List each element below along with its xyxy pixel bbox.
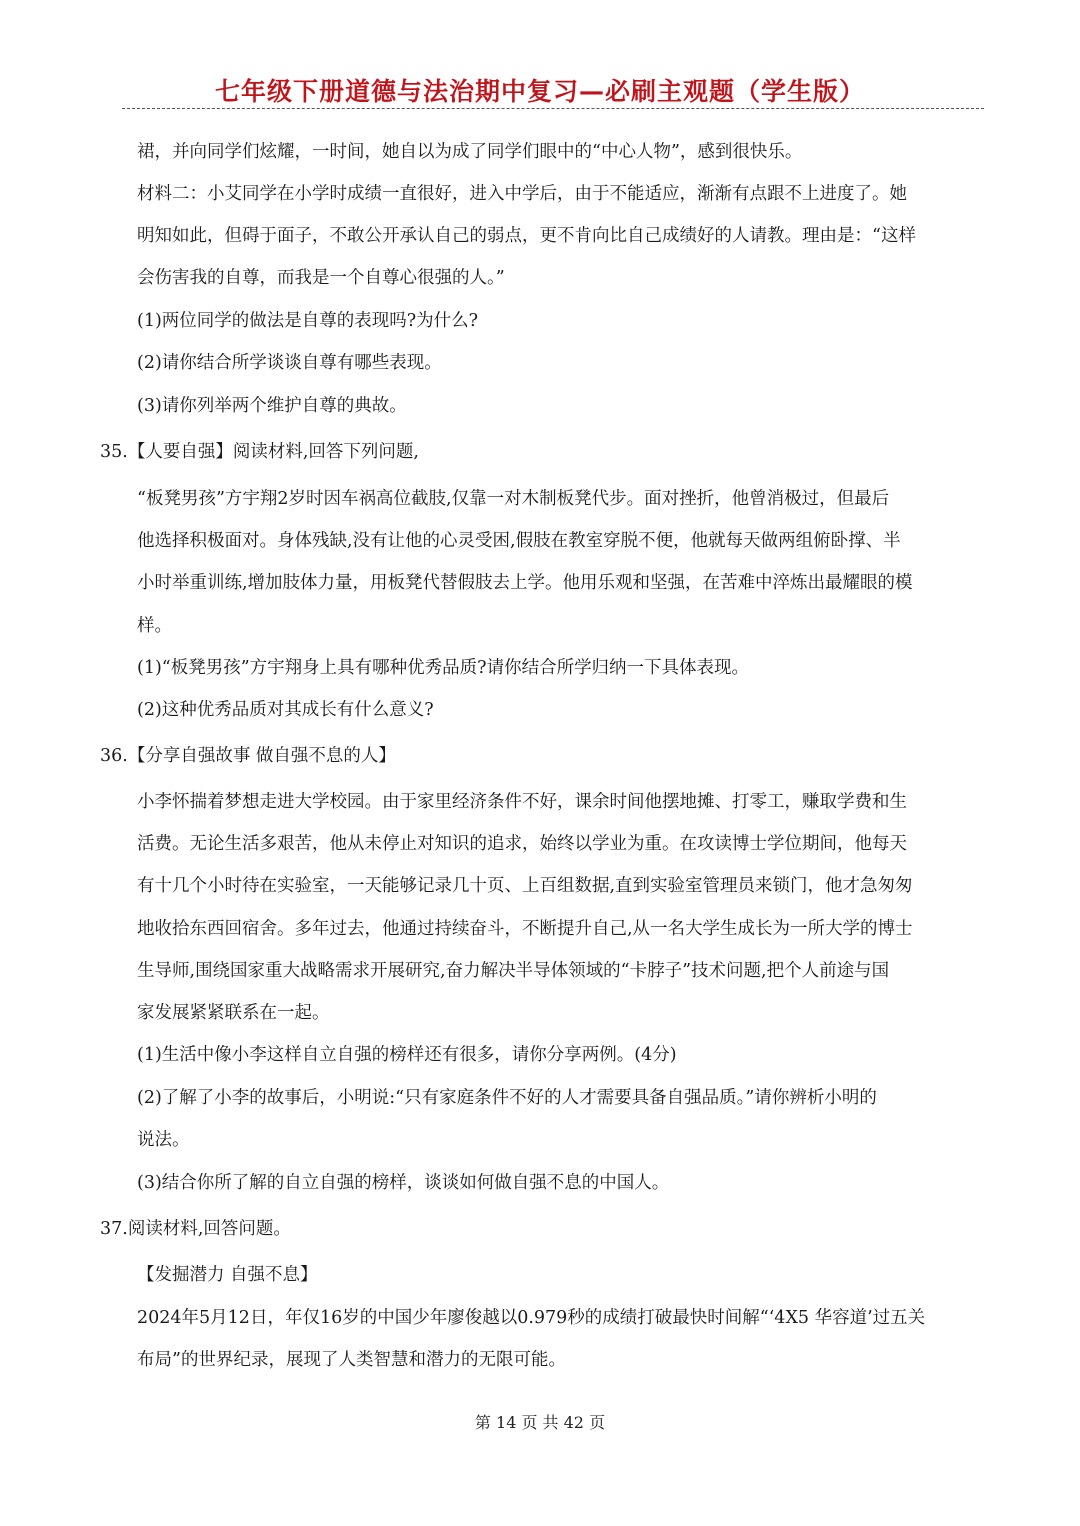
sub-question: (2)请你结合所学谈谈自尊有哪些表现。 — [137, 353, 442, 373]
sub-question: (2)了解了小李的故事后，小明说:“只有家庭条件不好的人才需要具备自强品质。”请你辨析小明的 — [137, 1088, 877, 1108]
body-line: 活费。无论生活多艰苦，他从未停止对知识的追求，始终以学业为重。在攻读博士学位期间，他每天 — [137, 834, 907, 854]
sub-question: (1)“板凳男孩”方宇翔身上具有哪种优秀品质?请你结合所学归纳一下具体表现。 — [137, 658, 750, 678]
body-line: 2024年5月12日，年仅16岁的中国少年廖俊越以0.979秒的成绩打破最快时间解“‘4X5 华容道’过五关 — [137, 1308, 926, 1328]
body-line: 会伤害我的自尊，而我是一个自尊心很强的人。” — [137, 268, 505, 288]
sub-question: (3)结合你所了解的自立自强的榜样，谈谈如何做自强不息的中国人。 — [137, 1173, 670, 1193]
body-line: 他选择积极面对。身体残缺,没有让他的心灵受困,假肢在教室穿脱不便，他就每天做两组俯卧撑、半 — [137, 531, 901, 551]
body-line: 小时举重训练,增加肢体力量，用板凳代替假肢去上学。他用乐观和坚强，在苦难中淬炼出最耀眼的模 — [137, 573, 913, 593]
body-line: 样。 — [137, 616, 172, 636]
question-37-heading: 37.阅读材料,回答问题。 — [100, 1219, 291, 1239]
body-line: 有十几个小时待在实验室，一天能够记录几十页、上百组数据,直到实验室管理员来锁门，他才急匆匆 — [137, 876, 913, 896]
body-line: 裙，并向同学们炫耀，一时间，她自以为成了同学们眼中的“中心人物”，感到很快乐。 — [137, 142, 803, 162]
material-heading: 【发掘潜力 自强不息】 — [137, 1265, 318, 1285]
page-title: 七年级下册道德与法治期中复习—必刷主观题（学生版） — [214, 77, 865, 106]
body-line: 生导师,围绕国家重大战略需求开展研究,奋力解决半导体领域的“卡脖子”技术问题,把个人前途与国 — [137, 961, 890, 981]
body-line: “板凳男孩”方宇翔2岁时因车祸高位截肢,仅靠一对木制板凳代步。面对挫折，他曾消极过，但最后 — [137, 489, 890, 509]
body-line: 材料二：小艾同学在小学时成绩一直很好，进入中学后，由于不能适应，渐渐有点跟不上进度了。她 — [137, 184, 907, 204]
body-line: 家发展紧紧联系在一起。 — [137, 1003, 330, 1023]
sub-question: (3)请你列举两个维护自尊的典故。 — [137, 396, 407, 416]
question-35-heading: 35.【人要自强】阅读材料,回答下列问题, — [100, 442, 419, 462]
body-line: 地收拾东西回宿舍。多年过去，他通过持续奋斗，不断提升自己,从一名大学生成长为一所大学的博士 — [137, 919, 913, 939]
sub-question: (2)这种优秀品质对其成长有什么意义? — [137, 700, 434, 720]
title-divider — [122, 108, 984, 109]
body-line: 明知如此，但碍于面子，不敢公开承认自己的弱点，更不肯向比自己成绩好的人请教。理由是：“这样 — [137, 226, 916, 246]
sub-question: (1)生活中像小李这样自立自强的榜样还有很多，请你分享两例。(4分) — [137, 1045, 677, 1065]
page-number: 第 14 页 共 42 页 — [474, 1413, 606, 1432]
question-36-heading: 36.【分享自强故事 做自强不息的人】 — [100, 746, 396, 766]
body-line: 小李怀揣着梦想走进大学校园。由于家里经济条件不好，课余时间他摆地摊、打零工，赚取学费和生 — [137, 792, 907, 812]
sub-question: (1)两位同学的做法是自尊的表现吗?为什么? — [137, 311, 479, 331]
body-line: 布局”的世界纪录，展现了人类智慧和潜力的无限可能。 — [137, 1350, 566, 1370]
sub-question: 说法。 — [137, 1130, 190, 1150]
